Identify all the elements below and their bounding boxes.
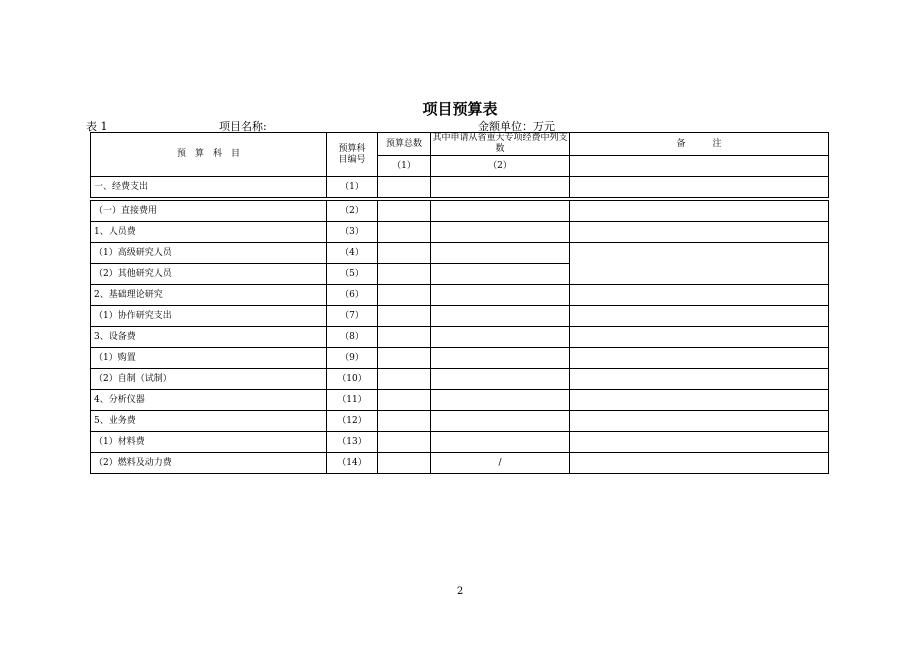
row-special	[431, 369, 570, 390]
row-total	[378, 432, 431, 453]
table-row	[91, 369, 829, 390]
row-special	[431, 243, 570, 264]
row-total	[378, 201, 431, 222]
table-row	[91, 432, 829, 453]
row-total	[378, 411, 431, 432]
row-subject: （1）材料费	[91, 432, 327, 453]
row-code: （2）	[327, 201, 378, 222]
row-total	[378, 327, 431, 348]
row-special	[431, 201, 570, 222]
row-notes	[570, 177, 829, 198]
row-code: （5）	[327, 264, 378, 285]
row-subject: （2）自制（试制）	[91, 369, 327, 390]
row-code: （1）	[327, 177, 378, 198]
table-row	[91, 285, 829, 306]
table-row	[91, 327, 829, 348]
header-special-index: （2）	[431, 156, 570, 177]
row-notes	[570, 327, 829, 348]
header-total-index: （1）	[378, 156, 431, 177]
row-special	[431, 177, 570, 198]
table-row	[91, 453, 829, 474]
table-row	[91, 201, 829, 222]
row-special	[431, 222, 570, 243]
row-notes	[570, 285, 829, 306]
row-total	[378, 243, 431, 264]
row-code: （4）	[327, 243, 378, 264]
header-special: 其中申请从省重大专项经费中列支数	[432, 133, 568, 154]
row-code: （9）	[327, 348, 378, 369]
row-special	[431, 264, 570, 285]
row-notes	[570, 369, 829, 390]
row-subject: 一、经费支出	[91, 177, 327, 198]
budget-table	[90, 132, 829, 474]
row-code: （8）	[327, 327, 378, 348]
row-subject: 1、人员费	[91, 222, 327, 243]
row-total	[378, 177, 431, 198]
row-total	[378, 348, 431, 369]
row-subject: （2）燃料及动力费	[91, 453, 327, 474]
page-number: 2	[456, 586, 464, 597]
row-code: （10）	[327, 369, 378, 390]
row-total	[378, 369, 431, 390]
table-row	[91, 243, 829, 264]
row-code: （6）	[327, 285, 378, 306]
unit-label: 金额单位：万元	[478, 120, 555, 133]
row-notes	[570, 432, 829, 453]
header-total: 预算总数	[378, 133, 431, 156]
row-notes	[570, 390, 829, 411]
row-subject: （2）其他研究人员	[91, 264, 327, 285]
table-row	[91, 222, 829, 243]
row-total	[378, 222, 431, 243]
row-code: （14）	[327, 453, 378, 474]
table-row	[91, 348, 829, 369]
row-notes	[570, 222, 829, 243]
row-subject: （1）协作研究支出	[91, 306, 327, 327]
table-row	[91, 177, 829, 198]
row-special	[431, 348, 570, 369]
header-subject: 预 算 科 目	[91, 133, 327, 177]
row-code: （7）	[327, 306, 378, 327]
row-notes	[570, 201, 829, 222]
row-special	[431, 327, 570, 348]
row-notes	[570, 306, 829, 327]
table-row	[91, 411, 829, 432]
table-row	[91, 390, 829, 411]
row-subject: （1）高级研究人员	[91, 243, 327, 264]
row-total	[378, 264, 431, 285]
row-special	[431, 390, 570, 411]
row-special	[431, 285, 570, 306]
row-subject: （1）购置	[91, 348, 327, 369]
page-title: 项目预算表	[422, 100, 498, 118]
row-notes	[570, 453, 829, 474]
row-total	[378, 285, 431, 306]
row-subject: 4、分析仪器	[91, 390, 327, 411]
row-subject: （一）直接费用	[91, 201, 327, 222]
row-code: （11）	[327, 390, 378, 411]
row-subject: 5、业务费	[91, 411, 327, 432]
row-subject: 2、基础理论研究	[91, 285, 327, 306]
row-special: /	[431, 453, 570, 474]
row-code: （3）	[327, 222, 378, 243]
row-special	[431, 411, 570, 432]
row-notes	[570, 411, 829, 432]
project-name-label: 项目名称:	[219, 120, 267, 133]
table-row	[91, 306, 829, 327]
row-total	[378, 453, 431, 474]
row-special	[431, 432, 570, 453]
row-special	[431, 306, 570, 327]
row-code: （13）	[327, 432, 378, 453]
row-subject: 3、设备费	[91, 327, 327, 348]
row-total	[378, 390, 431, 411]
table-number: 表 1	[86, 120, 108, 133]
row-notes	[570, 243, 829, 285]
header-notes: 备 注	[570, 133, 829, 156]
row-notes	[570, 348, 829, 369]
header-code: 预算科目编号	[327, 133, 378, 177]
header-notes-blank	[570, 156, 829, 177]
row-total	[378, 306, 431, 327]
row-code: （12）	[327, 411, 378, 432]
